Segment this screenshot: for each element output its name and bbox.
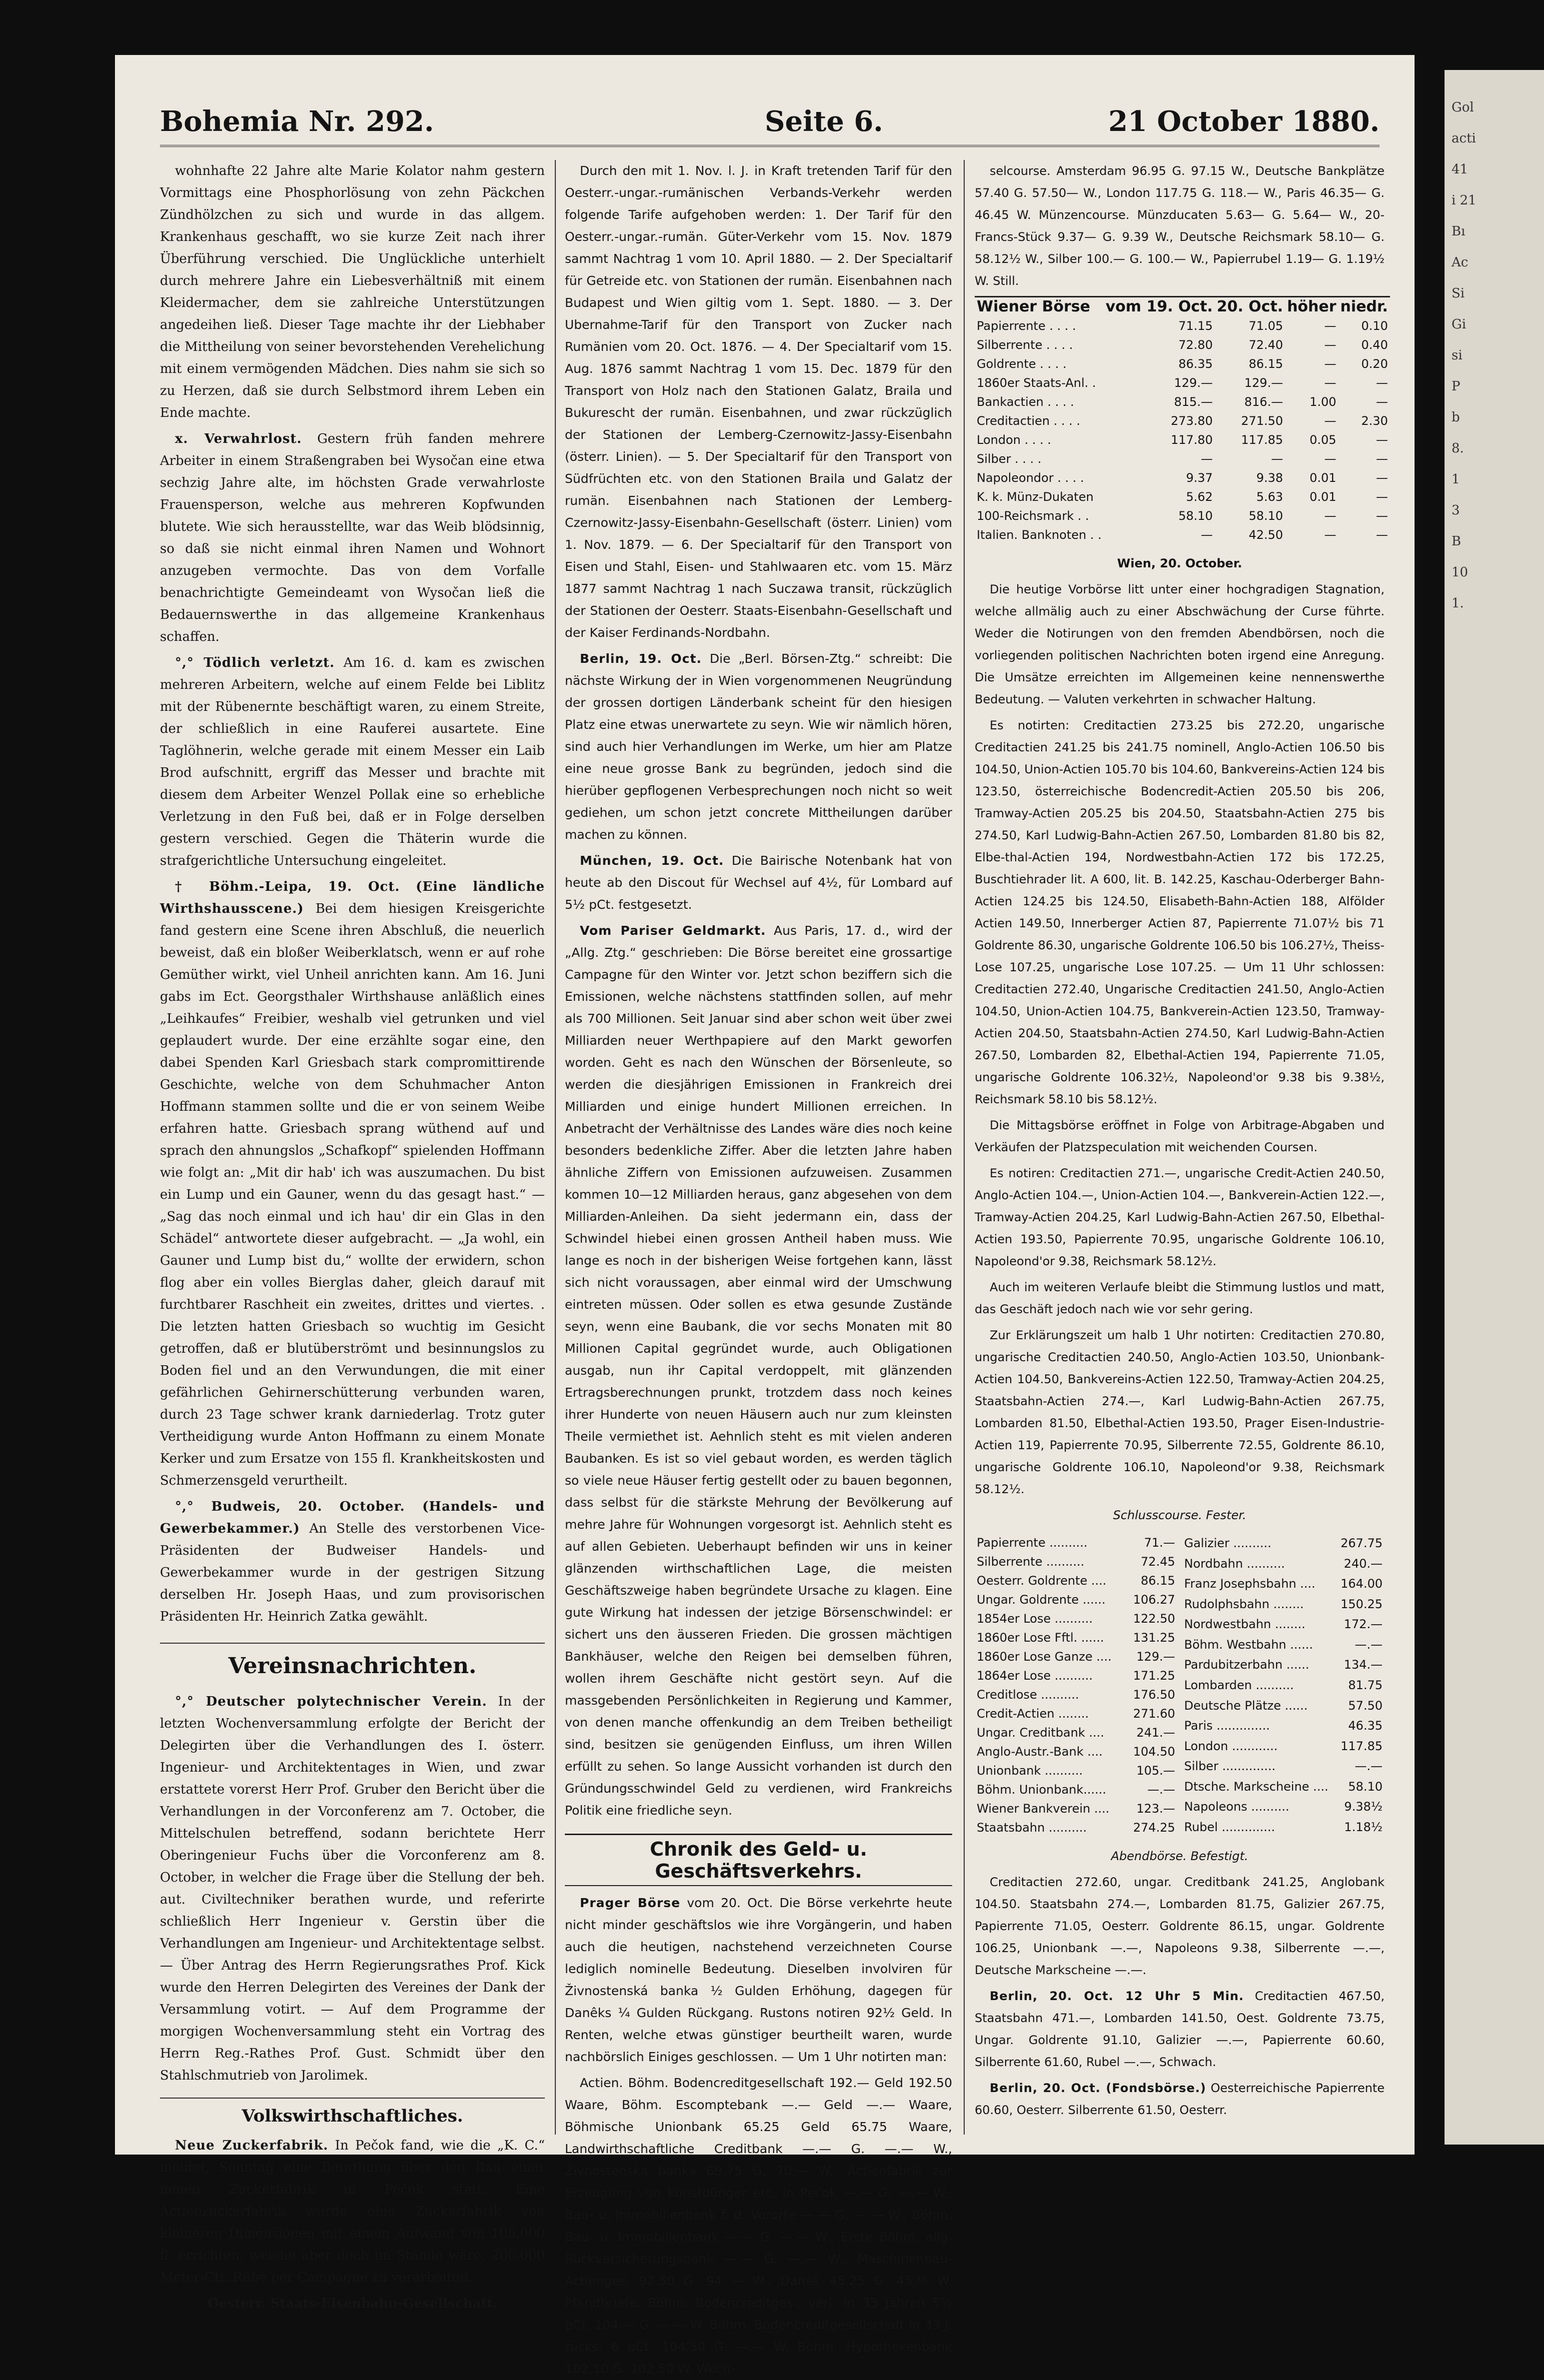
- table-row: [1182, 1797, 1385, 1817]
- table-row: [1182, 1614, 1385, 1635]
- article-headline: München, 19. Oct.: [580, 853, 724, 868]
- column-header: höher: [1287, 298, 1337, 315]
- quote-value: —: [1324, 376, 1337, 390]
- column-rule: [555, 160, 556, 2135]
- article-paragraph: Es notiren: Creditactien 271.—, ungarische Credit-Actien 240.50, Anglo-Actien 104.—, Union-Actien 104.—, Bankverein-Actien 122.—, Tramway-Actien 204.25, Karl Ludwig-Bahn-Actien 267.50, Elbethal-Actien 193.50, Papierrente 70.95, ungarische Goldrente 106.10, Napoleond'or 9.38, Reichsmark 58.12½.: [975, 1166, 1385, 1268]
- security-name: Papierrente ..........: [977, 1536, 1088, 1550]
- article-paragraph: wohnhafte 22 Jahre alte Marie Kolator nahm gestern Vormittags eine Phosphorlösung von zehn Päckchen Zündhölzchen zu sich und wurde in das allgem. Krankenhaus geschafft, wo sie kurze Zeit nach ihrer Überführung verschied. Die Unglückliche unterhielt durch mehrere Jahre ein Liebesverhältniß mit einem Kleidermacher, dem sie zahlreiche Unterstützungen angedeihen ließ. Dieser Tage machte ihr der Liebhaber die Mittheilung von seiner bevorstehenden Verehelichung mit einem vermögenden Mädchen. Dies nahm sie sich so zu Herzen, daß sie durch Selbstmord ihrem Leben ein Ende machte.: [160, 163, 545, 420]
- table-row: [1182, 1756, 1385, 1777]
- edge-text-fragment: 8.: [1452, 441, 1464, 456]
- edge-text-fragment: acti: [1452, 131, 1476, 146]
- abendboerse-heading: Abendbörse. Befestigt.: [1111, 1849, 1249, 1863]
- quote-value: —: [1376, 395, 1388, 409]
- quote-value: 105.—: [1136, 1764, 1175, 1778]
- security-name: Creditactien . . . .: [977, 414, 1081, 428]
- quote-value: —: [1376, 528, 1388, 542]
- table-row: [975, 1799, 1177, 1818]
- article-paragraph: [160, 1691, 545, 2087]
- table-row: [1182, 1635, 1385, 1655]
- table-row: [1182, 1675, 1385, 1696]
- security-name: Goldrente . . . .: [977, 357, 1067, 371]
- edge-text-fragment: Gi: [1452, 317, 1467, 332]
- quote-value: 172.—: [1344, 1617, 1383, 1632]
- table-row: [975, 373, 1390, 392]
- article-headline: Prager Börse: [580, 1896, 681, 1910]
- security-name: Napoleondor . . . .: [977, 471, 1084, 485]
- article-text: In der letzten Wochenversammlung erfolgte der Bericht der Delegirten über die Verhandlungen des I. österr. Ingenieur- und Architektentages in Wien, und zwar erstattete vorerst Herr Prof. Gruber den Bericht über die Verhandlungen in der Vorconferenz am 7. October, die Mittelschulen betreffend, sodann berichtete Herr Oberingenieur Fuchs über die Vorconferenz am 8. October, in welcher die Frage über die Stellung der beh. aut. Civiltechniker berathen wurde, und referirte schließlich Herr Ingenieur v. Gerstin über die Verhandlungen am Ingenieur- und Architektentage selbst. — Über Antrag des Herrn Regierungsrathes Prof. Kick wurde den Herren Delegirten des Vereines der Dank der Versammlung votirt. — Auf dem Programme der morgigen Wochenversammlung steht ein Vortrag des Herrn Reg.-Rathes Prof. Gust. Schmidt über den Stahlschmutrieb von Jarolimek.: [160, 1694, 545, 2083]
- quote-value: —.—: [1147, 1783, 1175, 1797]
- quote-value: 117.80: [1171, 433, 1213, 447]
- article-headline: °,° Deutscher polytechnischer Verein.: [175, 1694, 487, 1709]
- article-paragraph: Zur Erklärungszeit um halb 1 Uhr notirten: Creditactien 270.80, ungarische Creditactien 240.50, Anglo-Actien 103.50, Unionbank-Actien 104.50, Bankvereins-Actien 122.50, Tramway-Actien 204.25, Staatsbahn-Actien 274.—, Karl Ludwig-Bahn-Actien 267.75, Lombarden 81.50, Elbethal-Actien 193.50, Prager Eisen-Industrie-Actien 119, Papierrente 70.95, Silberrente 72.55, Goldrente 86.10, ungarische Goldrente 106.10, Napoleond'or 9.38, Reichsmark 58.12½.: [975, 1328, 1385, 1496]
- table-row: [975, 1761, 1177, 1780]
- security-name: Oesterr. Goldrente ....: [977, 1574, 1107, 1588]
- quote-value: —: [1324, 528, 1337, 542]
- schlusscourse-heading: Schlusscourse. Fester.: [1113, 1508, 1247, 1522]
- quote-value: 71.15: [1178, 319, 1213, 333]
- security-name: 1860er Lose Ganze ....: [977, 1650, 1112, 1664]
- article-text: vom 20. Oct. Die Börse verkehrte heute nicht minder geschäftslos wie ihre Vorgängerin, und haben auch die heutigen, nachstehend verzeichneten Course lediglich nominelle Bedeutung. Dieselben involviren für Živnostenská banka ½ Gulden Erhöhung, dagegen für Danêks ¼ Gulden Rückgang. Rustons notiren 92½ Geld. In Renten, welche etwas günstiger beurtheilt waren, wurde nachbörslich Einiges geschlossen. — Um 1 Uhr notirten man:: [565, 1896, 952, 2064]
- edge-text-fragment: Ac: [1452, 255, 1469, 270]
- edge-text-fragment: 41: [1452, 162, 1469, 177]
- article-text: An Stelle des verstorbenen Vice-Präsidenten der Budweiser Handels- und Gewerbekammer wurde in der gestrigen Sitzung derselben Hr. Joseph Haas, und zum provisorischen Präsidenten Hr. Heinrich Zatka gewählt.: [160, 1521, 545, 1624]
- security-name: Staatsbahn ..........: [977, 1821, 1087, 1835]
- security-name: Lombarden ..........: [1184, 1678, 1294, 1692]
- section-title-volkswirthschaftliches: Volkswirthschaftliches.: [160, 2098, 545, 2130]
- security-name: Deutsche Plätze ......: [1184, 1698, 1308, 1713]
- newspaper-page: [115, 55, 1415, 2376]
- quote-value: 5.62: [1186, 490, 1213, 504]
- quote-value: 71.05: [1249, 319, 1283, 333]
- quote-value: 0.01: [1309, 490, 1337, 504]
- table-row: [1182, 1533, 1385, 1554]
- table-row: [975, 1742, 1177, 1761]
- table-row: [975, 1704, 1177, 1723]
- quote-value: 129.—: [1174, 376, 1213, 390]
- table-row: [975, 316, 1390, 335]
- edge-text-fragment: b: [1452, 410, 1460, 425]
- security-name: Silberrente ..........: [977, 1555, 1085, 1569]
- security-name: Anglo-Austr.-Bank ....: [977, 1745, 1103, 1759]
- quote-value: 72.40: [1249, 338, 1283, 352]
- security-name: Rudolphsbahn ........: [1184, 1597, 1304, 1611]
- table-row: [975, 1685, 1177, 1704]
- security-name: Silberrente . . . .: [977, 338, 1073, 352]
- edge-text-fragment: 10: [1452, 565, 1469, 580]
- section-title-vereinsnachrichten: Vereinsnachrichten.: [160, 1643, 545, 1684]
- article-text: Creditactien 467.50, Staatsbahn 471.—, Lombarden 141.50, Oest. Goldrente 73.75, Ungar. Goldrente 91.10, Galizier —.—, Papierrente 60.60, Silberrente 61.60, Rubel —.—, Schwach.: [975, 1989, 1385, 2069]
- article-headline: Vom Pariser Geldmarkt.: [580, 923, 766, 938]
- table-row: [975, 1590, 1177, 1609]
- article-paragraph: [160, 2135, 545, 2289]
- article-headline: Berlin, 20. Oct. 12 Uhr 5 Min.: [990, 1989, 1244, 2003]
- table-row: [975, 449, 1390, 468]
- quote-value: 86.15: [1249, 357, 1283, 371]
- quote-value: 816.—: [1244, 395, 1283, 409]
- edge-text-fragment: 3: [1452, 503, 1460, 518]
- article-paragraph: [975, 2077, 1385, 2121]
- table-row: [1182, 1594, 1385, 1615]
- article-paragraph: [975, 1985, 1385, 2073]
- article-paragraph: [160, 1496, 545, 1628]
- table-row: [975, 1628, 1177, 1647]
- edge-text-fragment: Gol: [1452, 100, 1474, 115]
- quote-value: —: [1324, 414, 1337, 428]
- quote-value: 171.25: [1133, 1669, 1175, 1683]
- quote-value: —: [1324, 319, 1337, 333]
- article-text: Aus Paris, 17. d., wird der „Allg. Ztg.“ geschrieben: Die Börse bereitet eine grossartige Campagne für den Winter vor. Jetzt schon beziffern sich die Emissionen, welche nächstens stattfinden sollen, auf mehr als 700 Millionen. Seit Januar sind aber schon weit über zwei Milliarden neuer Werthpapiere auf den Markt geworfen worden. Geht es nach den Wünschen der Börsenleute, so werden die diesjährigen Emissionen in Frankreich drei Milliarden und einige hundert Millionen erreichen. In Anbetracht der Verhältnisse des Landes wäre dies noch keine besonders bedenkliche Ziffer. Aber die letzten Jahre haben ähnliche Ziffern von Emissionen aufzuweisen. Zusammen kommen 10—12 Milliarden heraus, ganz abgesehen von dem Milliarden-Anleihen. Da sieht jedermann ein, dass der Schwindel hiebei einen grossen Antheil haben muss. Wie lange es noch in der bisherigen Weise fortgehen kann, lässt sich nicht voraussagen, aber einmal wird der Umschwung eintreten müssen. Oder sollen es etwa gesunde Zustände seyn, wenn eine Baubank, die vor sechs Monaten mit 80 Millionen Capital gegründet wurde, auch Obligationen ausgab, nun ihr Capital verdoppelt, mit glänzenden Ertragsberechnungen prunkt, trotzdem dass noch keines ihrer Hunderte von neuen Häusern auch nur zum kleinsten Theile vermiethet ist. Aehnlich steht es mit vielen anderen Baubanken. Es ist so viel gebaut worden, es werden täglich so viele neue Häuser fertig gestellt oder zu bauen begonnen, dass selbst für die stärkste Mehrung der Bevölkerung auf mehre Jahre für Wohnungen vorgesorgt ist. Aehnlich steht es auf allen Gebieten. Ueberhaupt befinden wir uns in keiner glänzenden wirthschaftlichen Lage, die meisten Geschäftszweige haben begründete Ursache zu klagen. Eine gute Wirkung hat indessen der jetzige Börsenschwindel: er sichert uns den äusseren Frieden. Die grossen mächtigen Bankhäuser, welche den Reigen bei demselben führen, wollen ihrem Geschäfte nicht gestört seyn. Auf die massgebenden Persönlichkeiten in Regierung und Kammer, von denen manche offenkundig an dem Treiben betheiligt sind, besitzen sie genügenden Einfluss, um ihren Willen erfüllt zu sehen. So lange Aussicht vorhanden ist durch den Gründungsschwindel Geld zu verdienen, wird Frankreichs Politik eine friedliche seyn.: [565, 923, 952, 1818]
- article-paragraph: Auch im weiteren Verlaufe bleibt die Stimmung lustlos und matt, das Geschäft jedoch nach wie vor sehr gering.: [975, 1280, 1385, 1316]
- security-name: Nordbahn ..........: [1184, 1556, 1285, 1571]
- security-name: Unionbank ..........: [977, 1764, 1083, 1778]
- security-name: 100-Reichsmark . .: [977, 509, 1089, 523]
- article-headline: °,° Tödlich verletzt.: [175, 655, 335, 670]
- table-row: [975, 1609, 1177, 1628]
- table-row: [975, 411, 1390, 430]
- article-paragraph: [160, 876, 545, 1492]
- quote-value: 86.15: [1141, 1574, 1175, 1588]
- quote-value: 0.20: [1361, 357, 1388, 371]
- article-headline: Oesterr. Staats-Eisenbahn-Gesellschaft.: [207, 2296, 497, 2311]
- article-text: Am 16. d. kam es zwischen mehreren Arbeitern, welche auf einem Felde bei Liblitz mit der Rübenernte beschäftigt waren, zu einem Streite, der schließlich in eine Rauferei ausartete. Eine Taglöhnerin, welche gerade mit einem Messer ein Laib Brod aufschnitt, ergriff das Messer und brachte mit diesem dem Arbeiter Wenzel Pollak eine so erhebliche Verletzung in den Fuß bei, daß er in Folge derselben gestern verschied. Gegen die Thäterin wurde die strafgerichtliche Untersuchung eingeleitet.: [160, 655, 545, 868]
- table-body: [975, 316, 1390, 544]
- article-text: Die „Berl. Börsen-Ztg.“ schreibt: Die nächste Wirkung der in Wien vorgenommenen Neugründung der grossen dortigen Länderbank scheint für den hiesigen Platz eine etwas unerwartete zu seyn. Wie wir nämlich hören, sind auch hier Verhandlungen im Werke, um hier am Platze eine neue grosse Bank zu begründen, jedoch sind die hierüber gepflogenen Verbesprechungen noch nicht so weit gediehen, um schon jetzt concrete Mittheilungen darüber machen zu können.: [565, 651, 952, 842]
- security-name: Ungar. Creditbank ....: [977, 1726, 1105, 1740]
- table-row: [975, 1571, 1177, 1590]
- quote-value: —: [1324, 357, 1337, 371]
- article-text: Bei dem hiesigen Kreisgerichte fand gestern eine Scene ihren Abschluß, die neuerlich beweist, daß ein bloßer Weiberklatsch, wenn er auf rohe Gemüther wirkt, viel Unheil anrichten kann. Am 16. Juni gabs im Ect. Georgsthaler Wirthshause anläßlich eines „Leihkaufes“ Freibier, weshalb viel getrunken und viel geplaudert wurde. Der eine erzählte sogar eine, den dabei Spenden Karl Griesbach stark compromittirende Geschichte, welche von dem Schuhmacher Anton Hoffmann stammen sollte und die er von seinem Weibe erfahren hatte. Griesbach sprang wüthend auf und sprach den ahnungslos „Schafkopf“ spielenden Hoffmann wie folgt an: „Mit dir hab' ich was auszumachen. Du bist ein Lump und ein Gauner, wenn du das gesagt hast.“ — „Sag das noch einmal und ich hau' dir ein Glas in den Schädel“ antwortete dieser aufgebracht. — „Ja wohl, ein Gauner und Lump bist du,“ wollte der erwidern, schon flog aber ein volles Bierglas daher, gleich darauf mit furchtbarer Raschheit ein zweites, drittes und viertes. . Die letzten hatten Griesbach so wuchtig im Gesicht getroffen, daß er blutüberströmt und besinnungslos zu Boden fiel und an den Verwundungen, die mit einer gefährlichen Gehirnerschütterung verbunden waren, durch 23 Tage schwer krank darniederlag. Trotz guter Vertheidigung wurde Anton Hoffmann zu einem Monate Kerker und zum Ersatze von 155 fl. Krankheitskosten und Schmerzensgeld verurtheilt.: [160, 901, 545, 1488]
- quote-value: —: [1201, 452, 1213, 466]
- article-headline: Neue Zuckerfabrik.: [175, 2138, 328, 2153]
- column-header: 20. Oct.: [1217, 298, 1283, 315]
- security-name: Dtsche. Markscheine ....: [1184, 1779, 1329, 1794]
- quote-value: 72.45: [1141, 1555, 1175, 1569]
- quote-value: 81.75: [1348, 1678, 1383, 1692]
- column-header: niedr.: [1340, 298, 1388, 315]
- quote-value: 271.50: [1241, 414, 1283, 428]
- table-row: [975, 392, 1390, 411]
- quote-value: 71.—: [1144, 1536, 1175, 1550]
- security-name: Rubel ..............: [1184, 1820, 1275, 1834]
- article-headline: Wien, 20. October.: [1117, 556, 1242, 570]
- page-header: [160, 85, 1380, 147]
- article-paragraph: Es notirten: Creditactien 273.25 bis 272.20, ungarische Creditactien 241.25 bis 241.75 nominell, Anglo-Actien 106.50 bis 104.50, Union-Actien 105.70 bis 104.60, Bankvereins-Actien 124 bis 123.50, österreichische Bodencredit-Actien 205.50 bis 206, Tramway-Actien 205.25 bis 204.50, Staatsbahn-Actien 275 bis 274.50, Karl Ludwig-Bahn-Actien 267.50, Lombarden 81.80 bis 82, Elbe-thal-Actien 194, Nordwestbahn-Actien 172 bis 172.25, Buschtiehrader lit. A 600, lit. B. 142.25, Kaschau-Oderberger Bahn-Actien 124.25 bis 124.50, Elisabeth-Bahn-Actien 188, Alfölder Actien 149.50, Innerberger Actien 87, Papierrente 71.07½ bis 71 Goldrente 86.30, ungarische Goldrente 106.50 bis 106.27½, Theiss-Lose 107.25, ungarische Lose 107.25. — Um 11 Uhr schlossen: Creditactien 272.40, Ungarische Creditactien 241.50, Anglo-Actien 104.50, Union-Actien 104.75, Bankverein-Actien 123.50, Tramway-Actien 204.50, Staatsbahn-Actien 274.50, Karl Ludwig-Bahn-Actien 267.50, Lombarden 82, Elbethal-Actien 194, Papierrente 71.05, ungarische Goldrente 106.32½, Napoleond'or 9.38 bis 9.38½, Reichsmark 58.10 bis 58.12½.: [975, 718, 1385, 1106]
- article-headline: x. Verwahrlost.: [175, 431, 302, 446]
- security-name: Böhm. Westbahn ......: [1184, 1637, 1313, 1652]
- security-name: 1854er Lose ..........: [977, 1612, 1093, 1626]
- article-headline: °,° Budweis, 20. October. (Handels- und Gewerbekammer.): [160, 1499, 545, 1536]
- security-name: Silber ..............: [1184, 1759, 1276, 1774]
- schlusscourse-table-left: [975, 1533, 1177, 1837]
- quote-value: 134.—: [1344, 1658, 1383, 1672]
- security-name: London . . . .: [977, 433, 1052, 447]
- security-name: 1860er Staats-Anl. .: [977, 376, 1096, 390]
- article-headline: Berlin, 19. Oct.: [580, 651, 702, 666]
- security-name: Ungar. Goldrente ......: [977, 1593, 1106, 1607]
- security-name: Galizier ..........: [1184, 1536, 1272, 1551]
- quote-value: 129.—: [1136, 1650, 1175, 1664]
- table-row: [975, 525, 1390, 544]
- security-name: Credit-Actien ........: [977, 1707, 1089, 1721]
- article-headline: Berlin, 20. Oct. (Fondsbörse.): [990, 2081, 1207, 2095]
- article-paragraph: Durch den mit 1. Nov. l. J. in Kraft tretenden Tarif für den Oesterr.-ungar.-rumänischen Verbands-Verkehr werden folgende Tarife aufgehoben werden: 1. Der Tarif für den Oesterr.-ungar.-rumän. Güter-Verkehr vom 15. Nov. 1879 sammt Nachtrag 1 vom 10. April 1880. — 2. Der Specialtarif für Getreide etc. von Stationen der rumän. Eisenbahnen nach Budapest und Wien giltig vom 1. Sept. 1880. — 3. Der Ubernahme-Tarif für den Transport von Zucker nach Rumänien vom 20. Oct. 1876. — 4. Der Specialtarif vom 15. Aug. 1876 sammt Nachtrag 1 vom 15. Dec. 1879 für den Transport von Holz nach den Stationen Galatz, Braila und Bukurescht der rumän. Eisenbahnen, und zwar rückzüglich der Stationen der Lemberg-Czernowitz-Jassy-Eisenbahn (österr. Linien). — 5. Der Specialtarif für den Transport von Südfrüchten etc. von den Stationen Braila und Galatz der rumän. Eisenbahnen nach Stationen der Lemberg-Czernowitz-Jassy-Eisenbahn-Gesellschaft (österr. Linien) vom 1. Nov. 1879. — 6. Der Specialtarif für den Transport von Eisen und Stahl, Eisen- und Stahlwaaren etc. vom 15. März 1877 sammt Nachtrag 1 nach Suczawa transit, rückzüglich der Stationen der Oesterr. Staats-Eisenbahn-Gesellschaft und der Kaiser Ferdinands-Nordbahn.: [565, 163, 952, 640]
- article-paragraph: [565, 850, 952, 916]
- article-paragraph: Creditactien 272.60, ungar. Creditbank 241.25, Anglobank 104.50. Staatsbahn 274.—, Lombarden 81.75, Galizier 267.75, Papierrente 71.05, Oesterr. Goldrente 86.15, ungar. Goldrente 106.25, Unionbank —.—, Napoleons 9.38, Silberrente —.—, Deutsche Markscheine —.—.: [975, 1875, 1385, 1977]
- table-row: [1182, 1817, 1385, 1837]
- page-number: Seite 6.: [765, 105, 883, 138]
- article-paragraph: [565, 920, 952, 1822]
- column-economy: [565, 160, 952, 2376]
- quote-value: 129.—: [1244, 376, 1283, 390]
- quote-value: 267.75: [1341, 1536, 1383, 1551]
- article-headline: † Böhm.-Leipa, 19. Oct. (Eine ländliche Wirthshausscene.): [160, 879, 545, 916]
- quote-value: 122.50: [1133, 1612, 1175, 1626]
- security-name: Silber . . . .: [977, 452, 1042, 466]
- security-name: Paris ..............: [1184, 1719, 1270, 1733]
- quote-value: —: [1324, 452, 1337, 466]
- quote-value: 9.37: [1186, 471, 1213, 485]
- security-name: Wiener Bankverein ....: [977, 1802, 1110, 1816]
- table-row: [1182, 1736, 1385, 1756]
- table-row: [975, 487, 1390, 506]
- quote-value: 117.85: [1241, 433, 1283, 447]
- quote-value: —: [1324, 338, 1337, 352]
- table-header-row: [975, 297, 1390, 317]
- quote-value: 46.35: [1348, 1719, 1383, 1733]
- quote-value: 123.—: [1136, 1802, 1175, 1816]
- quote-value: —: [1376, 490, 1388, 504]
- quote-value: 106.27: [1133, 1593, 1175, 1607]
- paper-issue: Bohemia Nr. 292.: [160, 105, 434, 138]
- quote-value: 0.40: [1361, 338, 1388, 352]
- schlusscourse-table-right: [1182, 1533, 1385, 1837]
- wiener-boerse-table: [975, 296, 1390, 544]
- table-row: [1182, 1655, 1385, 1675]
- quote-value: 131.25: [1133, 1631, 1175, 1645]
- quote-value: 9.38½: [1344, 1800, 1383, 1814]
- quote-value: 273.80: [1171, 414, 1213, 428]
- table-row: [975, 1666, 1177, 1685]
- table-row: [1182, 1554, 1385, 1574]
- table-row: [975, 1533, 1177, 1552]
- edge-text-fragment: Si: [1452, 286, 1465, 301]
- quote-value: 117.85: [1341, 1739, 1383, 1753]
- quote-value: 58.10: [1348, 1779, 1383, 1794]
- security-name: 1864er Lose ..........: [977, 1669, 1093, 1683]
- article-paragraph: selcourse. Amsterdam 96.95 G. 97.15 W., Deutsche Bankplätze 57.40 G. 57.50— W., London 117.75 G. 118.— W., Paris 46.35— G. 46.45 W. Münzencourse. Münzducaten 5.63— G. 5.64— W., 20-Francs-Stück 9.37— G. 9.39 W., Deutsche Reichsmark 58.10— G. 58.12½ W., Silber 100.— G. 100.— W., Papierrubel 1.19— G. 1.19½ W. Still.: [975, 164, 1385, 288]
- quote-value: 240.—: [1344, 1556, 1383, 1571]
- security-name: Böhm. Unionbank......: [977, 1783, 1107, 1797]
- quote-value: —: [1376, 452, 1388, 466]
- column-header: vom 19. Oct.: [1105, 298, 1213, 315]
- article-paragraph: [160, 652, 545, 872]
- quote-value: 176.50: [1133, 1688, 1175, 1702]
- security-name: Napoleons ..........: [1184, 1800, 1290, 1814]
- quote-value: 5.63: [1256, 490, 1283, 504]
- quote-value: —: [1376, 509, 1388, 523]
- table-row: [975, 1723, 1177, 1742]
- article-paragraph: [565, 648, 952, 846]
- article-text: Die Bairische Notenbank hat von heute ab den Discout für Wechsel auf 4½, für Lombard auf 5½ pCt. festgesetzt.: [565, 853, 952, 912]
- table-row: [975, 506, 1390, 525]
- quote-value: 104.50: [1133, 1745, 1175, 1759]
- quote-value: 815.—: [1174, 395, 1213, 409]
- security-name: Bankactien . . . .: [977, 395, 1074, 409]
- table-row: [1182, 1776, 1385, 1797]
- quote-value: —: [1201, 528, 1213, 542]
- quote-value: 1.00: [1309, 395, 1337, 409]
- table-body: [975, 1533, 1177, 1837]
- article-paragraph: [565, 1892, 952, 2068]
- security-name: Papierrente . . . .: [977, 319, 1076, 333]
- quote-value: 9.38: [1256, 471, 1283, 485]
- article-text: Gestern früh fanden mehrere Arbeiter in einem Straßengraben bei Wysočan eine etwa sechzig Jahre alte, im höchsten Grade verwahrloste Frauensperson, welche aus mehreren Kopfwunden blutete. Wie sich herausstellte, war das Weib blödsinnig, so daß sie nicht einmal ihren Namen und Wohnort anzugeben vermochte. Das von dem Vorfalle benachrichtigte Gemeindeamt von Wysočan ließ die Bedauernswerthe in das allgemeine Krankenhaus schaffen.: [160, 431, 545, 644]
- quote-value: —: [1376, 376, 1388, 390]
- table-row: [1182, 1574, 1385, 1594]
- quote-value: 150.25: [1341, 1597, 1383, 1611]
- article-text: In Pečok fand, wie die „K. C.“ meldet, Sonntag eine Berathung über den Bau einer neuen Zuckerfabrik in Pečok statt. Eine Actienzuckerfabrik würde eine Zuckerfabrik von kleineren Dimensionen mit einem Aufwand von 105.000 fl. errichten, welche aber doch im Stande wäre, 200.000 Meter-Ctr. Rübe per Campagne zu verarbeiten.: [160, 2138, 545, 2285]
- edge-text-fragment: P: [1452, 379, 1461, 394]
- quote-value: —: [1271, 452, 1283, 466]
- table-row: [975, 354, 1390, 373]
- quote-value: —.—: [1355, 1637, 1383, 1652]
- table-row: [975, 1780, 1177, 1799]
- quote-value: 58.10: [1178, 509, 1213, 523]
- edge-text-fragment: B: [1452, 534, 1462, 549]
- security-name: K. k. Münz-Dukaten: [977, 490, 1094, 504]
- quote-value: 42.50: [1249, 528, 1283, 542]
- article-paragraph: Die Mittagsbörse eröffnet in Folge von Arbitrage-Abgaben und Verkäufen der Platzspeculation mit weichenden Coursen.: [975, 1118, 1385, 1154]
- quote-value: 57.50: [1348, 1698, 1383, 1713]
- section-title-chronik: Chronik des Geld- u. Geschäftsverkehrs.: [565, 1834, 952, 1886]
- quote-value: 0.01: [1309, 471, 1337, 485]
- article-paragraph: [160, 428, 545, 648]
- edge-text-fragment: i 21: [1452, 193, 1477, 208]
- quote-value: 0.05: [1309, 433, 1337, 447]
- security-name: Italien. Banknoten . .: [977, 528, 1102, 542]
- quote-value: —: [1324, 509, 1337, 523]
- quote-value: 274.25: [1133, 1821, 1175, 1835]
- security-name: Franz Josephsbahn ....: [1184, 1577, 1316, 1591]
- column-local-news: [160, 160, 545, 2311]
- quote-value: —.—: [1355, 1759, 1383, 1774]
- table-row: [975, 335, 1390, 354]
- quote-value: 58.10: [1249, 509, 1283, 523]
- table-row: [1182, 1695, 1385, 1716]
- security-name: Nordwestbahn ........: [1184, 1617, 1306, 1632]
- issue-date: 21 October 1880.: [1108, 105, 1380, 138]
- edge-text-fragment: 1: [1452, 472, 1460, 487]
- article-paragraph: Actien. Böhm. Bodencreditgesellschaft 192.— Geld 192.50 Waare, Böhm. Escomptebank —.— Geld —.— Waare, Böhmische Unionbank 65.25 Geld 65.75 Waare, Landwirthschaftliche Creditbank —.— G. —.— W., Živnostenská banka 69.75 G. 70.— W., Actienfabrik zur Erzeugung von Kunstdünger etc. in Pečok —.— G. —.— W., Bau- u. Immobilienbank f. d. Vororte —.— G. —.— W., Böhm. Bau- u. Immobilienbank —.— G. —.— W., Erste Böhm. allg. Rückversicherungsbank —.— G. —.— W., Maschinenbau-Actienges. 92.50 G. 94 — W., Daněk 45.25 G. 45.½ W. Pfandbriefe. Böhm. Bodencreditges., verl. in 33 Jahren 5½ pCt. 104.— G. —.— W. Böhm. Bodencreditgesellschaft in 33 J. rücks. 6 pCt. 104.50 G. —.— W. Böhm. Hypothekenbank 102.10 G. 102.50 W. Wech-: [565, 2076, 952, 2376]
- security-name: Pardubitzerbahn ......: [1184, 1658, 1310, 1672]
- quote-value: 164.00: [1341, 1577, 1383, 1591]
- table-row: [975, 468, 1390, 487]
- quote-value: 271.60: [1133, 1707, 1175, 1721]
- table-row: [975, 430, 1390, 449]
- article-text: Oesterreichische Papierrente 60.60, Oesterr. Silberrente 61.50, Oesterr.: [975, 2081, 1385, 2117]
- table-title: Wiener Börse: [977, 298, 1091, 315]
- table-row: [975, 1818, 1177, 1837]
- quote-value: 241.—: [1136, 1726, 1175, 1740]
- schlusscourse-tables: [975, 1530, 1385, 1845]
- quote-value: 1.18½: [1344, 1820, 1383, 1834]
- column-stock-exchange: [975, 160, 1388, 2135]
- edge-text-fragment: si: [1452, 348, 1463, 363]
- table-row: [1182, 1716, 1385, 1736]
- quote-value: —: [1376, 471, 1388, 485]
- security-name: Creditlose ..........: [977, 1688, 1079, 1702]
- table-row: [975, 1647, 1177, 1666]
- quote-value: 2.30: [1361, 414, 1388, 428]
- article-paragraph: Die heutige Vorbörse litt unter einer hochgradigen Stagnation, welche allmälig auch zu einer Abschwächung der Curse führte. Weder die Notirungen von den fremden Abendbörsen, noch die vorliegenden politischen Nachrichten boten irgend eine Anregung. Die Umsätze erreichten im Allgemeinen keine nennenswerthe Bedeutung. — Valuten verkehrten in schwacher Haltung.: [975, 582, 1385, 706]
- quote-value: —: [1376, 433, 1388, 447]
- security-name: London ............: [1184, 1739, 1278, 1753]
- quote-value: 0.10: [1361, 319, 1388, 333]
- quote-value: 86.35: [1178, 357, 1213, 371]
- table-body: [1182, 1533, 1385, 1837]
- security-name: 1860er Lose Fftl. ......: [977, 1631, 1104, 1645]
- table-row: [975, 1552, 1177, 1571]
- edge-text-fragment: 1.: [1452, 596, 1464, 611]
- quote-value: 72.80: [1178, 338, 1213, 352]
- adjacent-page-edge: [1445, 70, 1544, 2145]
- edge-text-fragment: Bı: [1452, 224, 1466, 239]
- column-rule: [964, 160, 965, 2135]
